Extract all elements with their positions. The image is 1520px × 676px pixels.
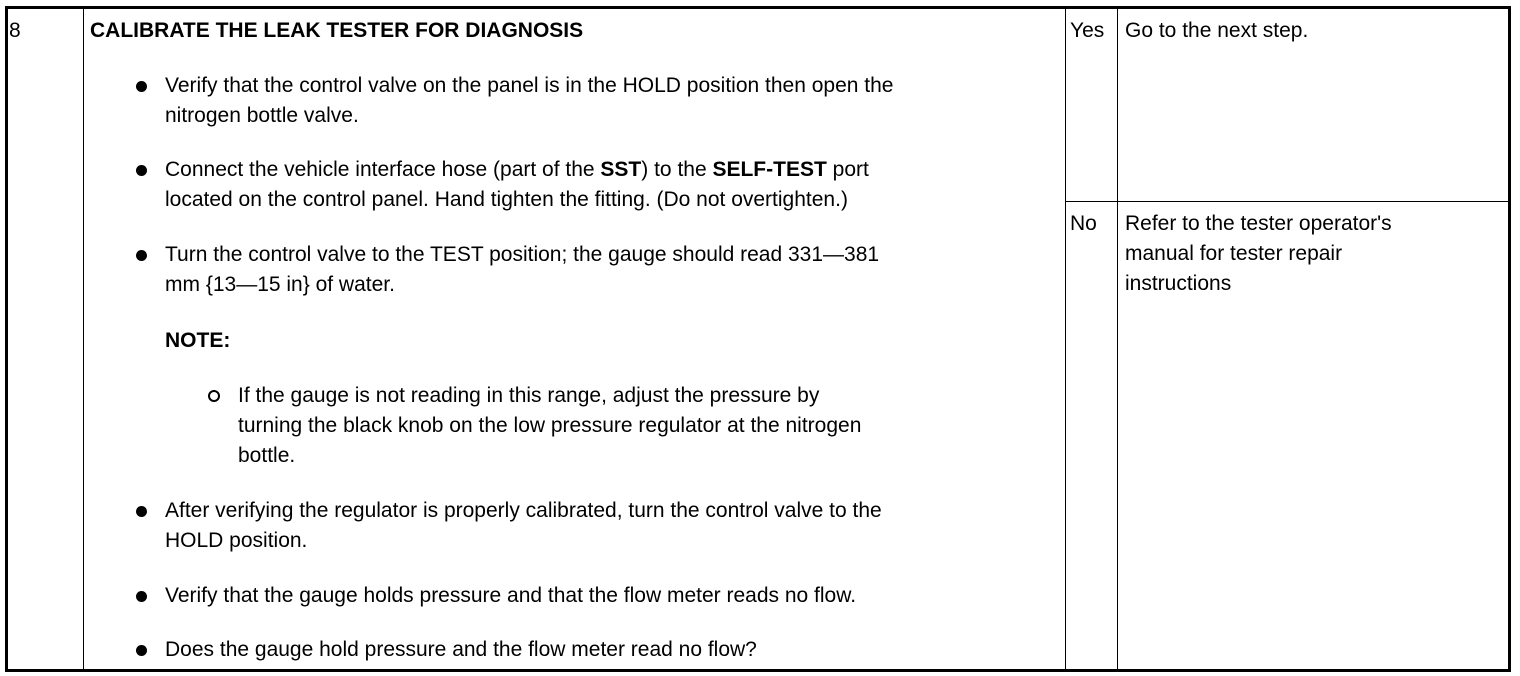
note-line-3: bottle. xyxy=(238,444,296,467)
bullet-dot xyxy=(136,645,147,656)
bullet-dot xyxy=(136,506,147,517)
bullet-2-text: Connect the vehicle interface hose (part of the xyxy=(165,158,601,181)
sst-term: SST xyxy=(600,158,642,181)
bullet-dot xyxy=(136,591,147,602)
diagnostic-step-table xyxy=(5,6,1511,672)
column-divider-action xyxy=(1065,9,1066,669)
bullet-2-text: port xyxy=(826,158,869,181)
result-row-divider xyxy=(1065,201,1508,202)
bullet-1-line-2: nitrogen bottle valve. xyxy=(165,104,359,127)
bullet-2-line-1 xyxy=(165,155,869,185)
bullet-dot xyxy=(136,81,147,92)
step-number: 8 xyxy=(9,19,21,42)
sub-bullet-ring xyxy=(208,390,220,402)
step-title: CALIBRATE THE LEAK TESTER FOR DIAGNOSIS xyxy=(90,19,584,42)
bullet-2-text: ) to the xyxy=(641,158,713,181)
result-no-action-line-2: manual for tester repair xyxy=(1125,242,1343,265)
note-line-2: turning the black knob on the low pressure regulator at the nitrogen xyxy=(238,414,862,437)
column-divider-number xyxy=(83,9,84,669)
bullet-1-line-1: Verify that the control valve on the panel is in the HOLD position then open the xyxy=(165,74,894,97)
column-divider-result xyxy=(1117,9,1118,669)
bullet-2-line-2: located on the control panel. Hand tighten the fitting. (Do not overtighten.) xyxy=(165,188,848,211)
self-test-term: SELF-TEST xyxy=(712,158,827,181)
bullet-3-line-1: Turn the control valve to the TEST position; the gauge should read 331—381 xyxy=(165,243,880,266)
note-line-1: If the gauge is not reading in this range, adjust the pressure by xyxy=(238,384,820,407)
note-label: NOTE: xyxy=(165,329,231,352)
bullet-4-line-2: HOLD position. xyxy=(165,529,308,552)
bullet-5-line-1: Verify that the gauge holds pressure and that the flow meter reads no flow. xyxy=(165,584,857,607)
result-no-label: No xyxy=(1070,212,1097,235)
result-yes-label: Yes xyxy=(1070,19,1105,42)
bullet-dot xyxy=(136,250,147,261)
result-no-action-line-1: Refer to the tester operator's xyxy=(1125,212,1392,235)
bullet-6-line-1: Does the gauge hold pressure and the flow meter read no flow? xyxy=(165,638,757,661)
result-no-action-line-3: instructions xyxy=(1125,272,1232,295)
bullet-4-line-1: After verifying the regulator is properly calibrated, turn the control valve to the xyxy=(165,499,882,522)
result-yes-action: Go to the next step. xyxy=(1125,19,1309,42)
bullet-3-line-2: mm {13—15 in} of water. xyxy=(165,273,395,296)
bullet-dot xyxy=(136,165,147,176)
